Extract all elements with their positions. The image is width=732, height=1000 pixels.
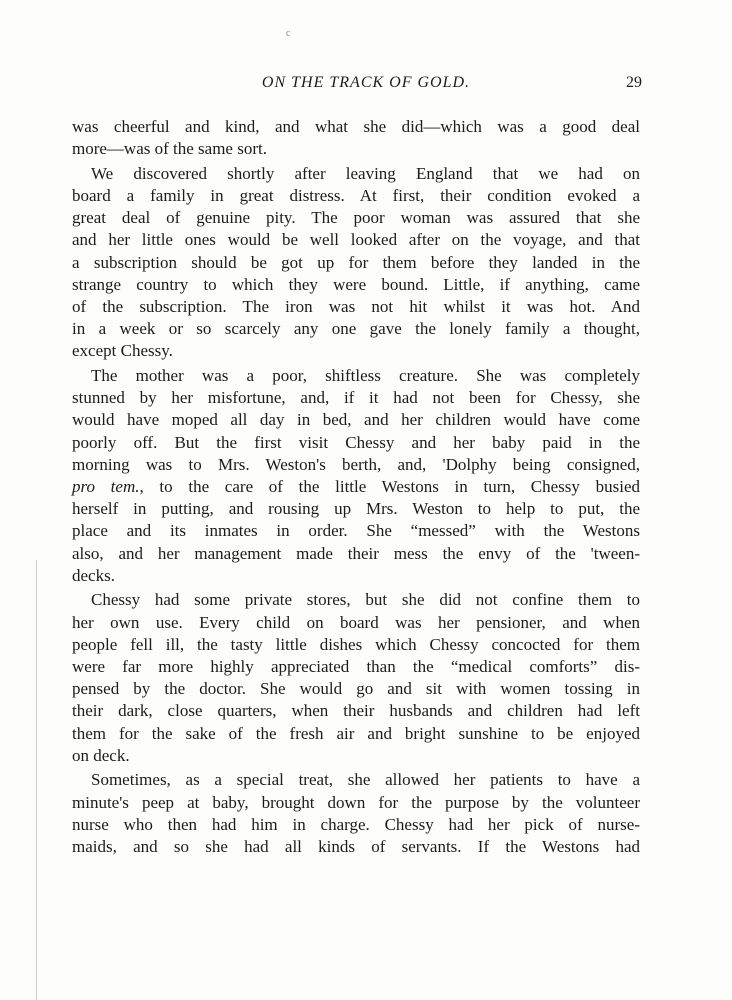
text-line: would have moped all day in bed, and her children would have come [72,410,640,430]
paragraph [72,589,640,767]
text-line: herself in putting, and rousing up Mrs. Weston to help to put, the [72,499,640,519]
text-line: were far more highly appreciated than the “medical comforts” dis- [72,657,640,677]
text-line: their dark, close quarters, when their husbands and children had left [72,701,640,721]
text-line: of the subscription. The iron was not hit whilst it was hot. And [72,297,640,317]
text-line: Sometimes, as a special treat, she allowed her patients to have a [91,770,640,790]
body-text [72,116,640,861]
paragraph [72,163,640,363]
paragraph [72,116,640,160]
text-line: in a week or so scarcely any one gave the lonely family a thought, [72,319,640,339]
text-line: morning was to Mrs. Weston's berth, and, 'Dolphy being consigned, [72,454,640,474]
text-line: them for the sake of the fresh air and bright sunshine to be enjoyed [72,723,640,743]
text-line: people fell ill, the tasty little dishes which Chessy concocted for them [72,634,640,654]
text-line: We discovered shortly after leaving England that we had on [91,163,640,183]
running-title: ON THE TRACK OF GOLD. [261,74,471,91]
text-line: on deck. [72,745,130,765]
text-line [72,476,640,498]
text-line: Chessy had some private stores, but she did not confine them to [91,590,640,610]
text-line: more—was of the same sort. [72,139,267,159]
paragraph [72,365,640,587]
stray-mark: c [286,28,291,39]
text-line: nurse who then had him in charge. Chessy had her pick of nurse- [72,814,640,834]
text-line: pensed by the doctor. She would go and sit with women tossing in [72,679,640,699]
text-line: maids, and so she had all kinds of servants. If the Westons had [72,837,640,857]
text-line: minute's peep at baby, brought down for the purpose by the volunteer [72,792,640,812]
text-line: strange country to which they were bound. Little, if anything, came [72,274,640,294]
text-line: and her little ones would be well looked after on the voyage, and that [72,230,640,250]
text-line: great deal of genuine pity. The poor woman was assured that she [72,208,640,228]
text-line: except Chessy. [72,341,173,361]
page-number: 29 [626,74,642,91]
paragraph [72,769,640,858]
text-line: poorly off. But the first visit Chessy and her baby paid in the [72,432,640,452]
text-line: also, and her management made their mess the envy of the 'tween- [72,543,640,563]
text-line: stunned by her misfortune, and, if it had not been for Chessy, she [72,388,640,408]
text-fragment: , to the care of the little Westons in turn, Chessy busied [139,477,640,497]
text-line: decks. [72,565,115,585]
italic-phrase: pro tem. [72,477,140,497]
text-line: a subscription should be got up for them before they landed in the [72,252,640,272]
running-head [0,74,732,98]
text-line: her own use. Every child on board was her pensioner, and when [72,612,640,632]
binding-edge [36,560,37,1000]
text-line: was cheerful and kind, and what she did—which was a good deal [72,117,640,136]
text-line: The mother was a poor, shiftless creature. She was completely [91,366,640,386]
text-line: board a family in great distress. At first, their condition evoked a [72,186,640,205]
text-line: place and its inmates in order. She “messed” with the Westons [72,521,640,541]
